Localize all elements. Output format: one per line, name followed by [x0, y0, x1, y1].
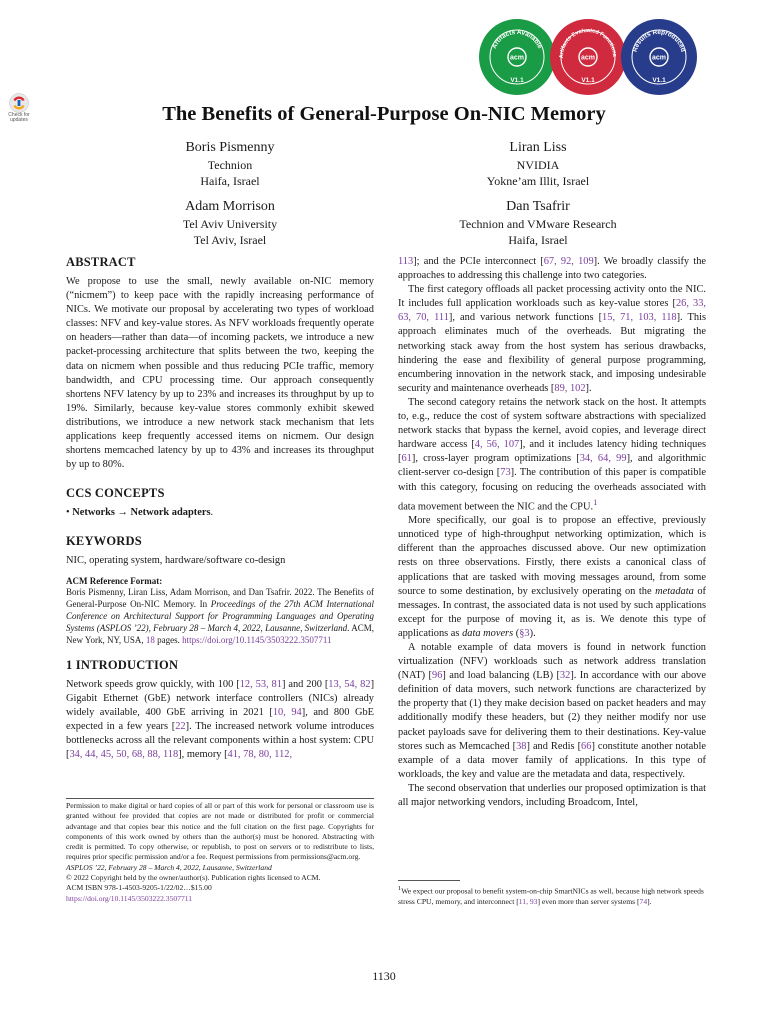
svg-text:acm: acm	[509, 54, 525, 62]
permission-isbn: ACM ISBN 978-1-4503-9205-1/22/02…$15.00	[66, 883, 212, 893]
text-run: ] and Redis [	[526, 740, 582, 752]
text-run: The first category offloads all packet processing activity onto the NIC. It includes full application workloads such as key-value stores [	[398, 284, 706, 310]
text-run: We expect our proposal to benefit system-on-chip SmartNICs as well, because high network speeds stress CPU, memory, and interconnect [	[398, 886, 704, 906]
abstract-text: We propose to use the small, newly available on-NIC memory (“nicmem”) to keep pace with the rapidly increasing performance of NICs. We motivate our proposal by accelerating two types of workload classes: NFV and key-value stores. As NFV workloads frequently operate on headers—rather than data—of incoming packets, we introduce a new packet-processing architecture that splits between the two, keeping the data on nicmem when possible and thus reducing PCIe traffic, memory bandwidth, and CPU processing time. Our approach consequently shortens NFV latency by up to 23% and increases its throughput by up to 19%. Similarly, because key-value stores commonly exhibit skewed distributions, we introduce a new network stack mechanism that lets applications keep frequently accessed items on nicmem. Our design shortens memcached latency by up to 43% and increases its throughput by up to 80%.	[66, 276, 374, 471]
citation-link[interactable]: 34, 44, 45, 50, 68, 88, 118	[69, 748, 179, 760]
citation-link[interactable]: 13, 54, 82	[328, 678, 371, 690]
text-run: (	[513, 627, 520, 639]
citation-link[interactable]: 22	[175, 720, 186, 732]
reference-format-heading: ACM Reference Format:	[66, 575, 163, 586]
svg-text:V1.1: V1.1	[581, 77, 595, 84]
citation-link[interactable]: 34, 64, 99	[579, 453, 627, 465]
body-paragraph	[398, 641, 706, 782]
emphasized-text: metadata	[655, 585, 694, 597]
right-column	[398, 255, 706, 810]
footnote-marker: 1	[398, 885, 402, 892]
reference-pages-suffix: pages.	[154, 634, 183, 645]
text-run: The second category retains the network stack on the host. It attempts to, e.g., reduce the cost of system software abstractions with specialized network stacks that bypass the kernel, avoid copies, and leverage direct hardware access [	[398, 396, 706, 451]
permission-text: Permission to make digital or hard copies of all or part of this work for personal or classroom use is granted without fee provided that copies are not made or distributed for profit or commercial advantage and that copies bear this notice and the full citation on the first page. Copyrights for components of this work owned by others than the author(s) must be honored. Abstracting with credit is permitted. To copy otherwise, or republish, to post on servers or to redistribute to lists, requires prior specific permission and/or a fee. Request permissions from permissions@acm.org.	[66, 801, 374, 862]
permission-doi-link[interactable]: https://doi.org/10.1145/3503222.3507711	[66, 893, 193, 903]
ccs-heading: CCS CONCEPTS	[66, 486, 165, 501]
citation-link[interactable]: 66	[581, 740, 592, 752]
citation-link[interactable]: §3	[519, 627, 530, 639]
citation-link[interactable]: 15, 71, 103, 118	[602, 312, 677, 324]
reference-doi-link[interactable]: https://doi.org/10.1145/3503222.3507711	[182, 634, 332, 645]
citation-link[interactable]: 73	[500, 467, 511, 479]
text-run: ].	[585, 382, 592, 394]
body-paragraph	[398, 255, 706, 283]
paper-title: The Benefits of General-Purpose On-NIC Memory	[162, 103, 606, 125]
svg-text:Artifacts Evaluated Functional: Artifacts Evaluated Functiona	[558, 27, 618, 59]
permission-venue: ASPLOS ’22, February 28 – March 4, 2022, Lausanne, Switzerland	[66, 862, 272, 872]
author-location: Tel Aviv, Israel	[193, 233, 267, 247]
text-run: of messages. In contrast, the associated data is not used by such applications except for the purpose of moving it, as is. We denote this type of applications as	[398, 585, 706, 639]
text-run: ]. This approach eliminates much of the overheads. But migrating the networking stack away from the host system has serious drawbacks, hindering the ease and flexibility of general purpose programming, encumbering innovation in the network stack, and imposing undesirable security and maintenance overheads [	[398, 312, 706, 394]
text-run: ]. We broadly classify the approaches to addressing this challenge into two categories.	[398, 256, 706, 282]
citation-link[interactable]: 74	[639, 896, 648, 906]
citation-link[interactable]: 4, 56, 107	[474, 439, 520, 451]
citation-link[interactable]: 12, 53, 81	[239, 678, 282, 690]
check-for-updates-label: Check for updates	[8, 112, 30, 123]
citation-link[interactable]: 10, 94	[272, 706, 302, 718]
footnote-divider	[398, 880, 460, 881]
author-name: Boris Pismenny	[185, 140, 275, 155]
permission-copyright: © 2022 Copyright held by the owner/author(s). Publication rights licensed to ACM.	[66, 873, 321, 883]
artifacts-evaluated-functional-badge	[547, 16, 629, 98]
citation-link[interactable]: 32	[559, 670, 571, 682]
intro-paragraph	[66, 678, 374, 763]
text-run: A notable example of data movers is found in network function virtualization (NFV) workloads such as network address translation (NAT) [	[398, 642, 706, 682]
ccs-concept-text: Networks → Network adapters	[72, 507, 211, 519]
author-block	[100, 198, 360, 248]
citation-link[interactable]: 38	[516, 740, 527, 752]
keywords-heading: KEYWORDS	[66, 534, 142, 549]
author-affiliation: NVIDIA	[516, 158, 560, 172]
text-run: The second observation that underlies our proposed optimization is that all major networking vendors, including Broadcom, Intel,	[398, 782, 706, 809]
keywords-text: NIC, operating system, hardware/software co-design	[66, 555, 286, 567]
text-run: ]. In accordance with our above definition of data movers, such network functions are characterized by the property that (1) they make decision based on packet headers and may additionally modify these headers, but (2) they neither modify nor use packet payloads save for delivering them to their destinations. Key-value stores such as Memcached [	[398, 670, 706, 752]
text-run: ], and algorithmic client-server co-design [	[398, 453, 707, 479]
citation-link[interactable]: 61	[401, 453, 412, 465]
text-run: ] and 200 [	[281, 678, 329, 690]
reference-pages-link[interactable]: 18	[145, 634, 155, 645]
author-location: Yokne’am Illit, Israel	[486, 174, 590, 188]
body-paragraph	[398, 396, 706, 514]
text-run: ], and it includes latency hiding techniques [	[398, 439, 706, 465]
permission-block	[66, 801, 374, 904]
citation-link[interactable]: 113	[398, 256, 414, 267]
artifacts-available-badge	[476, 16, 558, 98]
svg-text:Artifacts Available: Artifacts Available	[490, 28, 544, 50]
author-affiliation: Technion and VMware Research	[459, 217, 617, 231]
body-paragraph	[398, 514, 706, 641]
citation-link[interactable]: 96	[432, 670, 443, 682]
author-affiliation: Tel Aviv University	[182, 217, 278, 231]
emphasized-text: data movers	[462, 627, 514, 639]
author-block	[100, 139, 360, 189]
text-run: ]. The increased network volume introduces bottlenecks across all the relevant components within a host system: CPU [	[66, 720, 374, 760]
text-run: ] constitute another notable example of a data mover family of applications. In this type of workloads, the key and value are the metadata and data, respectively.	[398, 740, 706, 780]
svg-text:acm: acm	[580, 54, 596, 62]
abstract-heading: ABSTRACT	[66, 255, 136, 269]
reference-format	[66, 586, 374, 646]
text-run: ], cross-layer program optimizations [	[411, 453, 580, 465]
text-run: ] even more than server systems [	[537, 896, 640, 906]
citation-link[interactable]: 41, 78, 80, 112,	[227, 748, 293, 760]
ccs-concepts	[66, 506, 374, 520]
citation-link[interactable]: 67, 92, 109	[543, 256, 594, 267]
author-location: Haifa, Israel	[508, 233, 568, 247]
ccs-period: .	[210, 507, 214, 519]
reference-authors: Boris Pismenny, Liran Liss, Adam Morrison, and Dan Tsafrir. 2022. The Benefits of General-Purpose On-NIC Memory. In	[66, 586, 374, 609]
body-paragraph	[398, 782, 706, 810]
left-column	[66, 255, 374, 762]
citation-link[interactable]: 11, 93	[518, 896, 538, 906]
text-run: ] Gigabit Ethernet (GbE) network interface controllers (NICs) already widely available, 400 GbE arriving in 2021 [	[66, 678, 375, 718]
svg-text:acm: acm	[651, 54, 667, 62]
author-block	[408, 139, 668, 189]
ccs-bullet: •	[66, 507, 70, 519]
intro-heading: 1 INTRODUCTION	[66, 657, 179, 672]
citation-link[interactable]: 89, 102	[554, 382, 586, 394]
results-reproduced-badge	[618, 16, 700, 98]
text-run: ], and various network functions [	[448, 312, 603, 324]
text-run: ], memory [	[178, 748, 228, 760]
svg-text:V1.1: V1.1	[652, 77, 666, 84]
body-paragraph	[398, 283, 706, 396]
citation-link[interactable]: 1	[593, 496, 598, 507]
citation-link[interactable]: 26, 33, 63, 70, 111	[398, 298, 706, 324]
permission-divider	[66, 798, 374, 799]
text-run: ] and load balancing (LB) [	[442, 670, 560, 682]
text-run: ]; and the PCIe interconnect [	[413, 256, 544, 267]
text-run: ).	[529, 627, 536, 639]
author-name: Dan Tsafrir	[506, 199, 570, 214]
author-location: Haifa, Israel	[200, 174, 260, 188]
reference-venue: Proceedings of the 27th ACM International Conference on Architectural Support for Programming Languages and Operating Systems (ASPLOS ’22), February 28 – March 4, 2022, Lausanne, Switzerland	[66, 598, 374, 633]
footnote	[398, 884, 706, 907]
author-affiliation: Technion	[207, 158, 253, 172]
text-run: Network speeds grow quickly, with 100 [	[66, 678, 240, 690]
text-run: ].	[647, 896, 652, 906]
svg-text:V1.1: V1.1	[510, 77, 524, 84]
reference-publisher: . ACM, New York, NY, USA,	[66, 622, 374, 645]
svg-text:Results Reproduced: Results Reproduced	[631, 28, 687, 53]
text-run: ]. The contribution of this paper is compatible with this category, focusing on reducing the overheads associated with data movement between the NIC and the CPU.	[398, 467, 706, 513]
page-number: 1130	[372, 969, 396, 983]
author-block	[408, 198, 668, 248]
text-run: More specifically, our goal is to propose an effective, previously unnoticed type of high-throughput networking optimization, which is different than the approaches discussed above. Our new optimization rests on three observations. Firstly, there exists a canonical class of applications that are tasked with moving messages around, from some source to some destination, by exclusively operating on the	[398, 515, 706, 597]
author-name: Liran Liss	[509, 140, 567, 155]
acm-badges	[476, 16, 764, 96]
author-name: Adam Morrison	[185, 199, 275, 214]
text-run: ], and 800 GbE expected in a few years [	[66, 706, 374, 732]
